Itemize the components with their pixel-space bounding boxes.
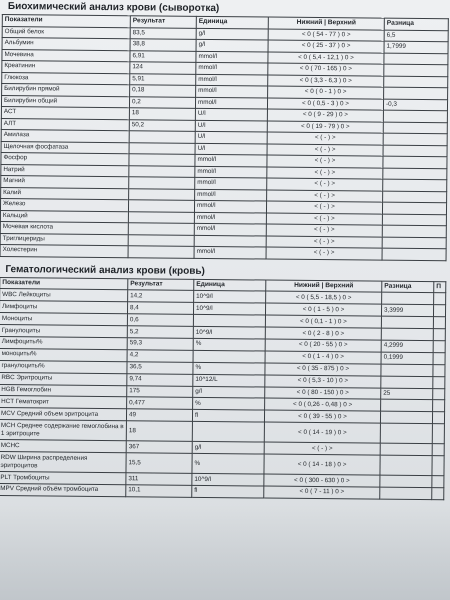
unit-cell: mmol/l — [196, 51, 268, 63]
photo-shadow — [0, 505, 450, 600]
diff-cell — [382, 248, 446, 260]
indicator-cell: Мочевая кислота — [0, 221, 128, 234]
result-cell: 15,5 — [126, 453, 192, 474]
indicator-cell: HGB Гемоглобин — [0, 384, 127, 397]
result-cell: 6,91 — [130, 50, 196, 62]
range-cell: < 0 ( 25 - 37 ) 0 > — [268, 40, 384, 53]
result-cell: 311 — [126, 473, 192, 486]
unit-cell: mmol/l — [194, 200, 266, 212]
indicator-cell: Фосфор — [1, 152, 129, 165]
indicator-cell: Мочевина — [2, 49, 130, 62]
indicator-cell: Билирубин общий — [1, 95, 129, 108]
range-cell: < 0 ( 20 - 55 ) 0 > — [265, 339, 381, 352]
result-cell: 0,477 — [127, 397, 193, 410]
col-header-unit: Единица — [194, 279, 266, 292]
indicator-cell: АСТ — [1, 106, 129, 119]
diff-cell: 0,1999 — [381, 352, 433, 364]
col-header-result: Результат — [128, 278, 194, 291]
result-cell: 124 — [130, 62, 196, 74]
extra-cell — [434, 293, 446, 305]
extra-cell — [433, 329, 445, 341]
range-cell: < 0 ( 9 - 29 ) 0 > — [267, 109, 383, 122]
range-cell: < 0 ( 0,1 - 1 ) 0 > — [265, 315, 381, 328]
range-cell: < ( - ) > — [267, 190, 383, 203]
extra-cell — [433, 341, 445, 353]
indicator-cell: Лимфоциты% — [0, 336, 127, 349]
indicator-cell: RBC Эритроциты — [0, 372, 127, 385]
extra-cell — [433, 376, 445, 388]
unit-cell: g/l — [192, 442, 264, 455]
result-cell: 10,1 — [126, 485, 192, 498]
unit-cell: 10^9/l — [194, 291, 266, 304]
indicator-cell: WBC Лейкоциты — [0, 289, 128, 302]
diff-cell: 3,3999 — [381, 304, 433, 316]
unit-cell: % — [193, 362, 265, 375]
unit-cell: % — [193, 398, 265, 411]
indicator-cell: Железо — [0, 198, 128, 211]
range-cell: < 0 ( 5,4 - 12,1 ) 0 > — [268, 52, 384, 65]
indicator-cell: MCHC — [0, 440, 126, 453]
diff-cell — [383, 145, 447, 157]
hemat-title: Гематологический анализ крови (кровь) — [5, 263, 205, 277]
extra-cell — [433, 305, 445, 317]
extra-cell — [433, 317, 445, 329]
result-cell: 18 — [129, 108, 195, 120]
unit-cell: U/l — [195, 108, 267, 120]
diff-cell — [382, 225, 446, 237]
range-cell: < 0 ( 0,5 - 3 ) 0 > — [267, 98, 383, 111]
result-cell — [129, 142, 195, 154]
extra-cell — [433, 352, 445, 364]
col-header-result: Результат — [130, 16, 196, 28]
result-cell — [129, 177, 195, 189]
unit-cell: mmol/l — [195, 97, 267, 109]
result-cell — [128, 200, 194, 212]
unit-cell: mmol/l — [195, 154, 267, 166]
diff-cell: 4,2999 — [381, 340, 433, 352]
diff-cell — [383, 156, 447, 168]
unit-cell: U/l — [195, 120, 267, 132]
diff-cell — [380, 423, 432, 443]
indicator-cell: MCH Среднее содержание гемоглобина в 1 эритроците — [0, 420, 126, 441]
diff-cell — [382, 202, 446, 214]
diff-cell — [383, 110, 447, 122]
diff-cell — [382, 237, 446, 249]
indicator-cell: Глюкоза — [2, 72, 130, 85]
indicator-cell: АЛТ — [1, 118, 129, 131]
diff-cell — [383, 122, 447, 134]
result-cell: 9,74 — [127, 373, 193, 386]
range-cell: < 0 ( 5,5 - 18,5 ) 0 > — [266, 291, 382, 304]
extra-cell — [433, 388, 445, 400]
diff-cell — [384, 53, 448, 65]
result-cell — [128, 223, 194, 235]
diff-cell — [383, 133, 447, 145]
unit-cell: fl — [192, 485, 264, 498]
result-cell: 14,2 — [128, 290, 194, 303]
range-cell: < ( - ) > — [267, 144, 383, 157]
diff-cell — [381, 376, 433, 388]
extra-cell — [433, 400, 445, 412]
range-cell: < 0 ( 35 - 875 ) 0 > — [265, 363, 381, 376]
range-cell: < ( - ) > — [266, 236, 382, 249]
range-cell: < 0 ( 3,3 - 6,3 ) 0 > — [268, 75, 384, 88]
diff-cell — [380, 443, 432, 455]
range-cell: < 0 ( 0 - 1 ) 0 > — [268, 86, 384, 99]
range-cell: < 0 ( 39 - 55 ) 0 > — [264, 410, 380, 423]
result-cell: 83,5 — [130, 27, 196, 39]
indicator-cell: HCT Гематокрит — [0, 396, 127, 409]
indicator-cell: Билирубин прямой — [2, 84, 130, 97]
result-cell: 36,5 — [127, 361, 193, 374]
result-cell — [129, 131, 195, 143]
diff-cell: 6,5 — [384, 30, 448, 42]
indicator-cell: Амилаза — [1, 129, 129, 142]
result-cell: 0,6 — [127, 314, 193, 327]
diff-cell — [383, 191, 447, 203]
result-cell: 367 — [126, 441, 192, 454]
indicator-cell: MPV Средний объём тромбоцита — [0, 483, 126, 496]
unit-cell: g/l — [193, 386, 265, 399]
col-header-diff: Разница — [384, 18, 448, 30]
diff-cell — [381, 316, 433, 328]
result-cell — [128, 246, 194, 258]
indicator-cell: Калий — [1, 187, 129, 200]
unit-cell: mmol/l — [196, 74, 268, 86]
unit-cell: % — [193, 338, 265, 351]
col-header-diff: Разница — [382, 281, 434, 293]
diff-cell: 1,7999 — [384, 41, 448, 53]
diff-cell: -0,3 — [383, 99, 447, 111]
indicator-cell: Гранулоциты — [0, 325, 127, 338]
range-cell: < 0 ( 5,3 - 10 ) 0 > — [265, 375, 381, 388]
range-cell: < ( - ) > — [266, 201, 382, 214]
unit-cell: 10^9/l — [193, 303, 265, 316]
indicator-cell: Креатинин — [2, 61, 130, 74]
diff-cell — [384, 76, 448, 88]
result-cell: 4,2 — [127, 350, 193, 363]
unit-cell: 10^12/L — [193, 374, 265, 387]
result-cell: 8,4 — [127, 302, 193, 315]
result-cell: 0,18 — [130, 85, 196, 97]
range-cell: < 0 ( 300 - 630 ) 0 > — [264, 474, 380, 487]
col-header-indicator: Показатели — [2, 15, 130, 28]
indicator-cell: моноциты% — [0, 348, 127, 361]
indicator-cell: гранулоциты% — [0, 360, 127, 373]
result-cell: 59,3 — [127, 338, 193, 351]
unit-cell: 10^9/l — [192, 473, 264, 486]
range-cell: < ( - ) > — [267, 155, 383, 168]
range-cell: < 0 ( 7 - 11 ) 0 > — [264, 486, 380, 499]
extra-cell — [432, 456, 444, 476]
result-cell — [128, 211, 194, 223]
extra-cell — [432, 476, 444, 488]
unit-cell: mmol/l — [194, 212, 266, 224]
diff-cell — [383, 168, 447, 180]
biochem-body — [0, 26, 448, 260]
result-cell: 5,91 — [130, 73, 196, 85]
biochem-table — [0, 14, 449, 261]
indicator-cell: Кальций — [0, 210, 128, 223]
result-cell: 0,2 — [129, 96, 195, 108]
unit-cell: mmol/l — [194, 246, 266, 258]
range-cell: < 0 ( 14 - 19 ) 0 > — [264, 422, 380, 443]
col-header-indicator: Показатели — [0, 277, 128, 290]
result-cell: 38,8 — [130, 39, 196, 51]
indicator-cell: Щелочная фосфатаза — [1, 141, 129, 154]
indicator-cell: Общий белок — [2, 26, 130, 39]
indicator-cell: MCV Средний объем эритроцита — [0, 408, 127, 421]
range-cell: < ( - ) > — [266, 213, 382, 226]
range-cell: < 0 ( 2 - 8 ) 0 > — [265, 327, 381, 340]
extra-cell — [432, 412, 444, 424]
diff-cell — [384, 64, 448, 76]
diff-cell: 25 — [381, 388, 433, 400]
result-cell: 175 — [127, 385, 193, 398]
unit-cell: mmol/l — [195, 177, 267, 189]
extra-cell — [432, 424, 444, 444]
indicator-cell: Холестерин — [0, 244, 128, 257]
diff-cell — [381, 364, 433, 376]
diff-cell — [383, 179, 447, 191]
unit-cell: g/l — [196, 28, 268, 40]
range-cell: < ( - ) > — [266, 224, 382, 237]
diff-cell — [381, 400, 433, 412]
unit-cell: mmol/l — [196, 85, 268, 97]
indicator-cell: Магний — [1, 175, 129, 188]
unit-cell: mmol/l — [196, 62, 268, 74]
indicator-cell: RDW Ширина распределения эритроцитов — [0, 452, 126, 473]
unit-cell: 10^9/l — [193, 326, 265, 339]
diff-cell — [382, 214, 446, 226]
indicator-cell: Моноциты — [0, 313, 127, 326]
range-cell: < 0 ( 70 - 165 ) 0 > — [268, 63, 384, 76]
range-cell: < 0 ( 1 - 5 ) 0 > — [265, 303, 381, 316]
unit-cell — [192, 422, 264, 443]
biochem-title: Биохимический анализ крови (сыворотка) — [7, 1, 220, 15]
unit-cell: mmol/l — [195, 166, 267, 178]
unit-cell — [193, 350, 265, 363]
unit-cell: U/l — [195, 131, 267, 143]
unit-cell: U/l — [195, 143, 267, 155]
diff-cell — [380, 455, 432, 475]
indicator-cell: PLT Тромбоциты — [0, 472, 126, 485]
extra-cell — [432, 488, 444, 500]
range-cell: < ( - ) > — [267, 132, 383, 145]
diff-cell — [380, 475, 432, 487]
result-cell — [128, 234, 194, 246]
indicator-cell: Натрий — [1, 164, 129, 177]
range-cell: < ( - ) > — [266, 247, 382, 260]
range-cell: < 0 ( 80 - 150 ) 0 > — [265, 387, 381, 400]
unit-cell: mmol/l — [194, 223, 266, 235]
hemat-body — [0, 289, 446, 500]
result-cell: 18 — [126, 421, 192, 442]
unit-cell — [193, 315, 265, 328]
indicator-cell: Альбумин — [2, 38, 130, 51]
indicator-cell: Лимфоциты — [0, 301, 128, 314]
result-cell: 50,2 — [129, 119, 195, 131]
indicator-cell: Триглицериды — [0, 233, 128, 246]
range-cell: < ( - ) > — [267, 167, 383, 180]
col-header-extra: П — [434, 281, 446, 293]
unit-cell: g/l — [196, 39, 268, 51]
diff-cell — [384, 87, 448, 99]
range-cell: < 0 ( 54 - 77 ) 0 > — [268, 29, 384, 42]
unit-cell: % — [192, 453, 264, 474]
range-cell: < 0 ( 1 - 4 ) 0 > — [265, 351, 381, 364]
result-cell: 49 — [126, 409, 192, 422]
range-cell: < 0 ( 14 - 18 ) 0 > — [264, 454, 380, 475]
extra-cell — [432, 444, 444, 456]
diff-cell — [381, 328, 433, 340]
result-cell: 5,2 — [127, 326, 193, 339]
extra-cell — [433, 364, 445, 376]
range-cell: < 0 ( 19 - 79 ) 0 > — [267, 121, 383, 134]
range-cell: < ( - ) > — [267, 178, 383, 191]
unit-cell: fl — [192, 410, 264, 423]
range-cell: < ( - ) > — [264, 442, 380, 455]
col-header-range: Нижний | Верхний — [268, 17, 384, 30]
result-cell — [129, 165, 195, 177]
diff-cell — [380, 411, 432, 423]
result-cell — [129, 188, 195, 200]
hemat-table — [0, 276, 446, 500]
diff-cell — [380, 487, 432, 499]
diff-cell — [382, 293, 434, 305]
unit-cell — [194, 235, 266, 247]
range-cell: < 0 ( 0,26 - 0,48 ) 0 > — [265, 398, 381, 411]
unit-cell: mmol/l — [195, 189, 267, 201]
col-header-unit: Единица — [196, 16, 268, 28]
col-header-range: Нижний | Верхний — [266, 280, 382, 293]
result-cell — [129, 154, 195, 166]
